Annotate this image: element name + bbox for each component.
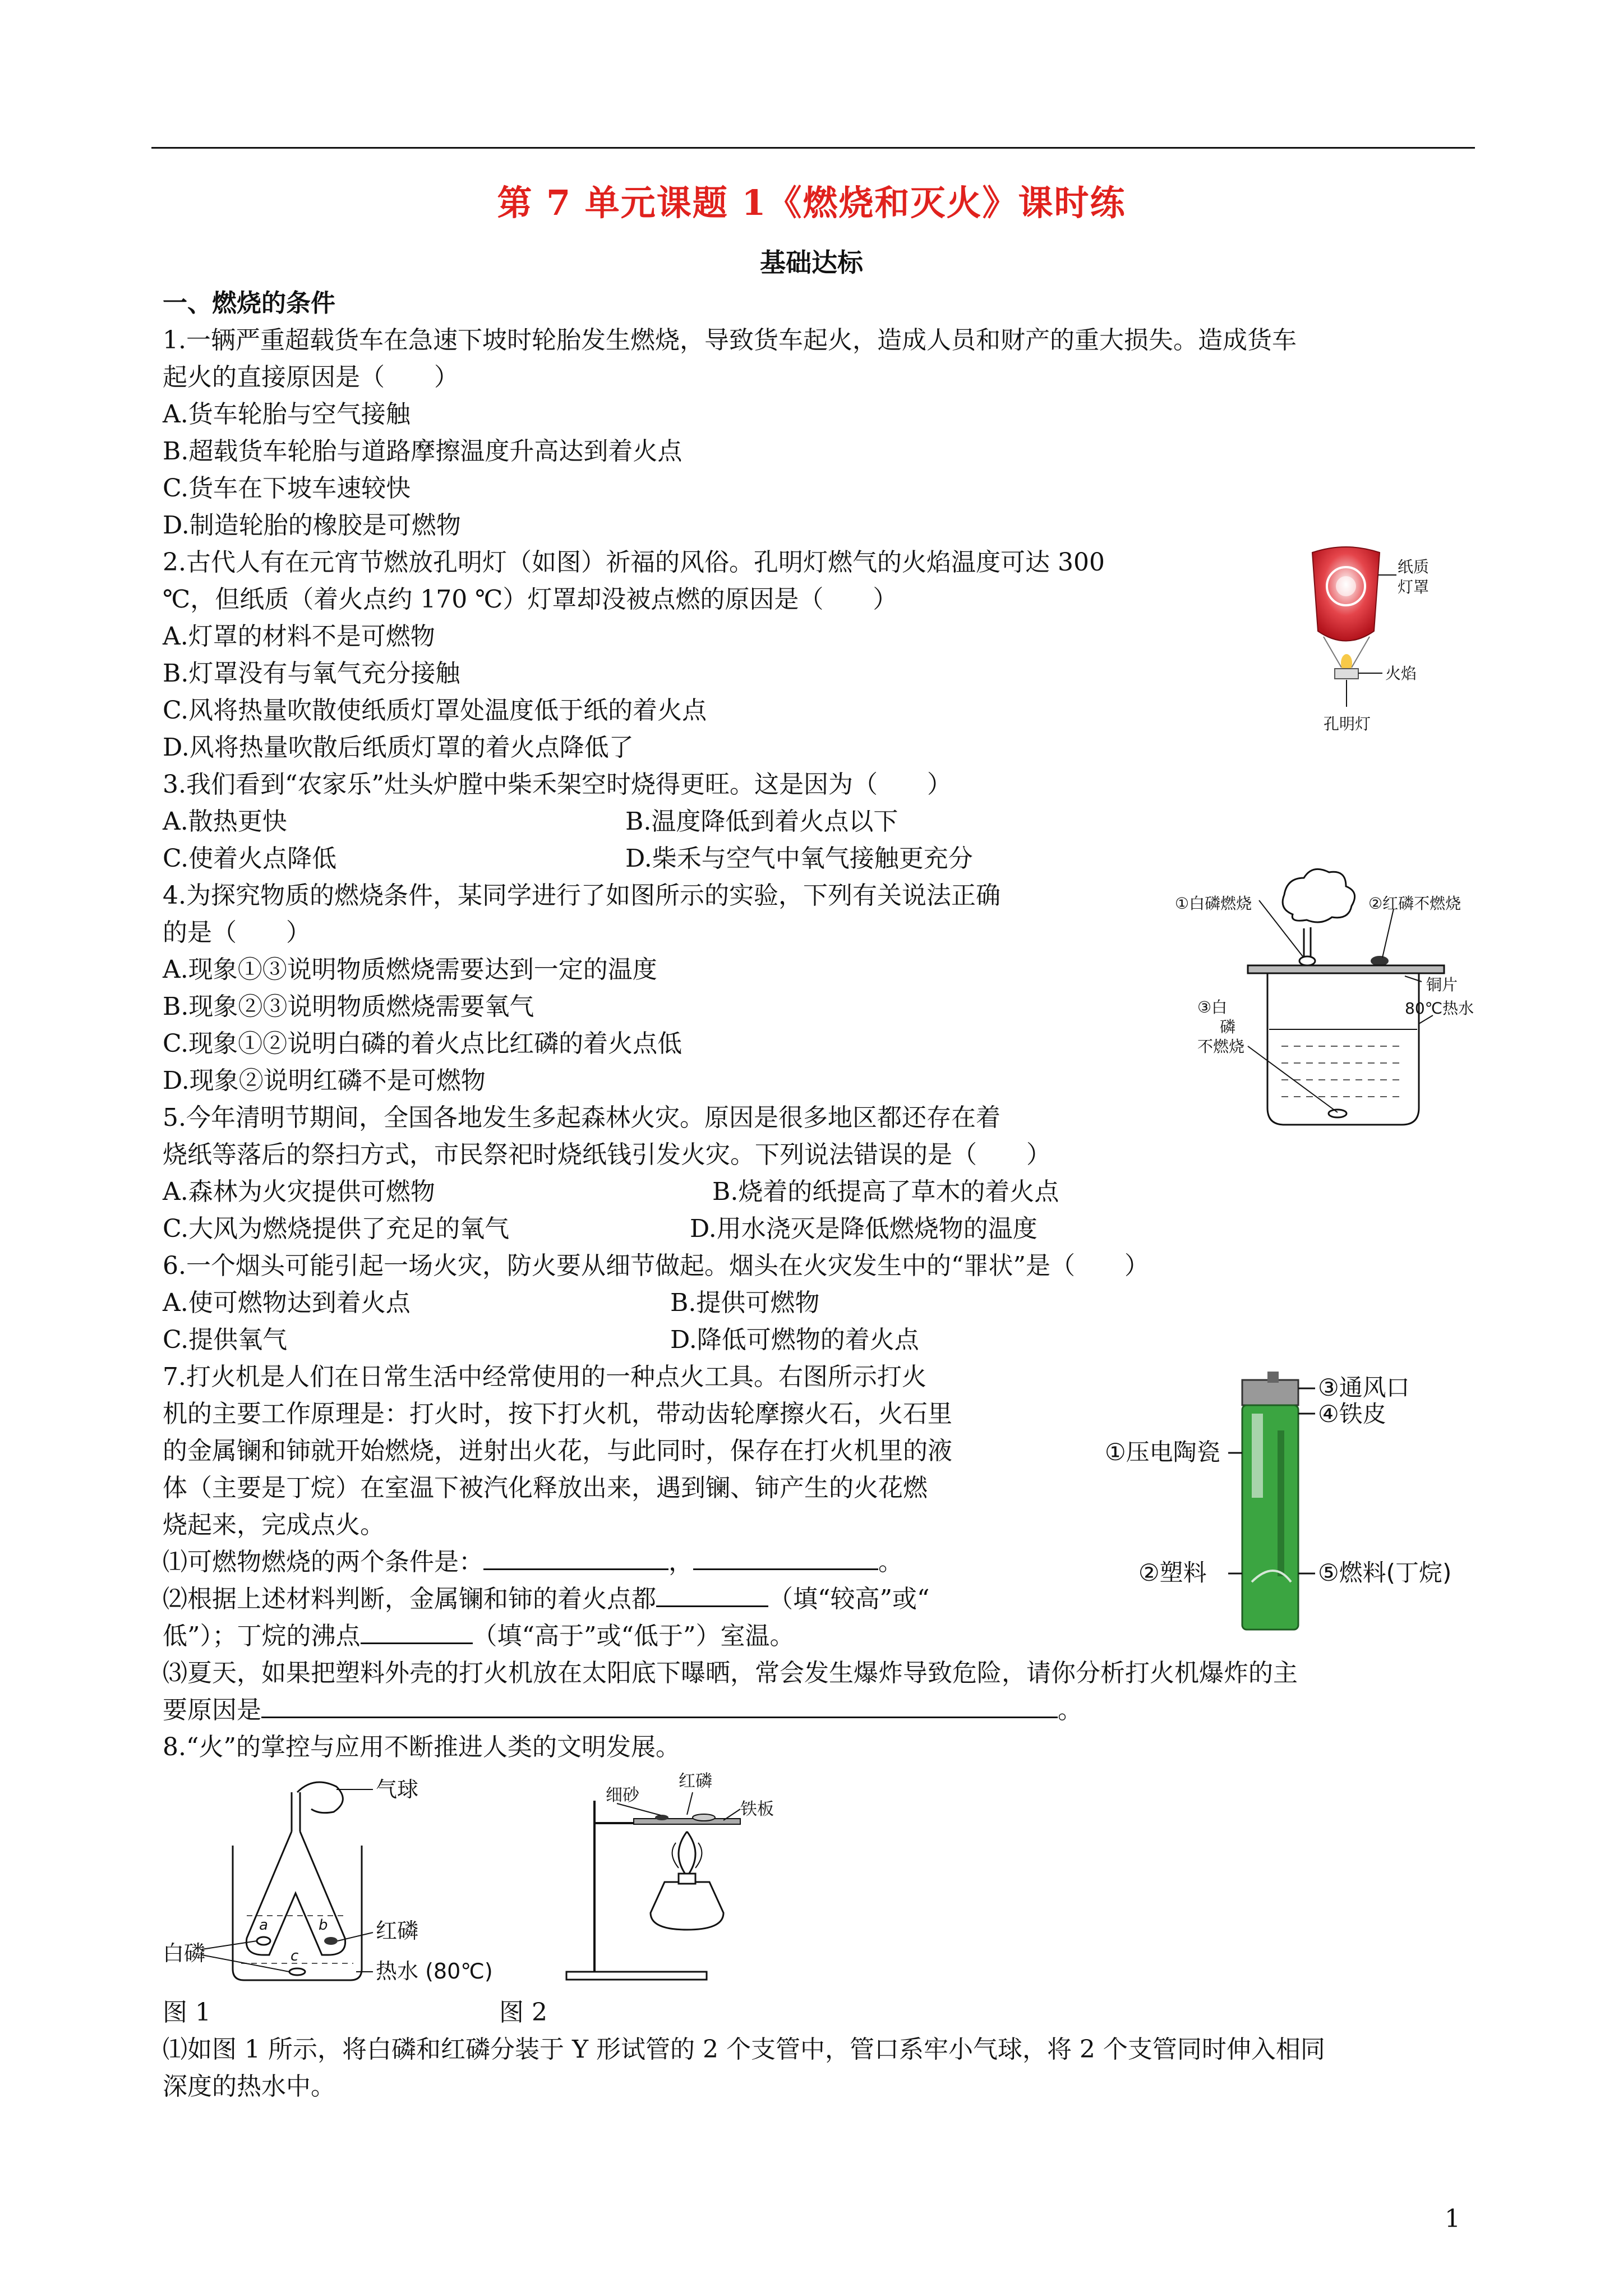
label-white-p: 白磷 [163, 1941, 206, 1966]
sky-lantern-figure [1301, 539, 1481, 752]
iron-plate-figure [555, 1761, 791, 1991]
q7-part2-text2: 低”）；丁烷的沸点 [163, 1622, 361, 1650]
label-a: a [259, 1917, 268, 1934]
q2-option-b: B.灯罩没有与氧气充分接触 [163, 659, 460, 688]
page-subtitle: 基础达标 [760, 247, 863, 278]
q7-line5: 烧起来，完成点火。 [163, 1511, 385, 1539]
balloon [297, 1782, 343, 1813]
label-white-under-1: ③白 [1197, 998, 1228, 1016]
q5-option-d: D.用水浇灭是降低燃烧物的温度 [690, 1214, 1038, 1243]
q3-option-c: C.使着火点降低 [163, 844, 337, 873]
q7-part3-text: 要原因是 [163, 1696, 261, 1724]
q7-part2-hint: （填“较高”或“ [768, 1585, 930, 1613]
q7-part2-hint2: （填“高于”或“低于”）室温。 [472, 1622, 795, 1650]
q8-part1-line2: 深度的热水中。 [163, 2072, 335, 2101]
y-tube-figure [163, 1770, 493, 1994]
q7-part1-comma: ， [668, 1548, 693, 1576]
q4-option-b: B.现象②③说明物质燃烧需要氧气 [163, 992, 534, 1021]
label-fuel: ⑤燃料(丁烷) [1318, 1559, 1452, 1586]
q2-option-a: A.灯罩的材料不是可燃物 [163, 622, 435, 651]
label-hot-water-80: 热水 (80℃) [376, 1959, 493, 1984]
q1-option-a: A.货车轮胎与空气接触 [163, 400, 411, 429]
label-iron: ④铁皮 [1318, 1400, 1386, 1428]
lighter-cap [1242, 1380, 1298, 1405]
q6-option-c: C.提供氧气 [163, 1326, 288, 1354]
q3-option-b: B.温度降低到着火点以下 [625, 807, 898, 836]
q7-part2-text: ⑵根据上述材料判断，金属镧和铈的着火点都 [163, 1585, 656, 1613]
q1-stem-line1: 1.一辆严重超载货车在急速下坡时轮胎发生燃烧，导致货车起火，造成人员和财产的重大损失。造成货车 [163, 326, 1297, 355]
q1-option-c: C.货车在下坡车速较快 [163, 474, 411, 503]
label-paper-2: 灯罩 [1398, 578, 1430, 596]
q5-option-a: A.森林为火灾提供可燃物 [163, 1177, 435, 1206]
label-red-p: 红磷 [376, 1918, 419, 1943]
lighter-body [1242, 1405, 1298, 1630]
q7-line3: 的金属镧和铈就开始燃烧，迸射出火花，与此同时，保存在打火机里的液 [163, 1437, 952, 1465]
q7-part1 [163, 1544, 903, 1581]
stand-base [566, 1972, 707, 1980]
q7-line1: 7.打火机是人们在日常生活中经常使用的一种点火工具。右图所示打火 [163, 1363, 926, 1391]
label-white-under-3: 不燃烧 [1197, 1037, 1245, 1056]
label-flame: 火焰 [1385, 664, 1417, 683]
page-title: 第 7 单元课题 1《燃烧和灭火》课时练 [497, 182, 1126, 223]
flame [679, 1832, 695, 1876]
label-red-p-2: 红磷 [679, 1772, 712, 1791]
label-copper: 铜片 [1426, 976, 1458, 994]
q7-blank-2[interactable] [693, 1544, 878, 1570]
q5-stem-line1: 5.今年清明节期间，全国各地发生多起森林火灾。原因是很多地区都还存在着 [163, 1103, 1000, 1132]
q7-line2: 机的主要工作原理是：打火时，按下打火机，带动齿轮摩擦火石，火石里 [163, 1400, 952, 1428]
q7-blank-3[interactable] [656, 1581, 768, 1607]
q6-option-a: A.使可燃物达到着火点 [163, 1289, 411, 1317]
label-red-not-burning: ②红磷不燃烧 [1368, 894, 1461, 913]
label-paper-1: 纸质 [1398, 558, 1430, 576]
q7-blank-1[interactable] [483, 1544, 668, 1570]
q3-stem: 3.我们看到“农家乐”灶头炉膛中柴禾架空时烧得更旺。这是因为（ ） [163, 770, 952, 799]
q7-part3-line1: ⑶夏天，如果把塑料外壳的打火机放在太阳底下曝晒，常会发生爆炸导致危险，请你分析打火机爆炸的主 [163, 1659, 1298, 1687]
q2-option-d: D.风将热量吹散后纸质灯罩的着火点降低了 [163, 733, 634, 762]
label-balloon: 气球 [376, 1777, 419, 1802]
page-number: 1 [1445, 2205, 1460, 2233]
q7-part1-end: 。 [878, 1548, 903, 1576]
label-white-burning: ①白磷燃烧 [1175, 894, 1252, 913]
label-lamp: 孔明灯 [1324, 715, 1371, 733]
q4-stem-line1: 4.为探究物质的燃烧条件，某同学进行了如图所示的实验，下列有关说法正确 [163, 881, 1000, 910]
q1-stem-line2: 起火的直接原因是（ ） [163, 363, 459, 392]
q6-option-d: D.降低可燃物的着火点 [670, 1326, 919, 1354]
q1-option-b: B.超载货车轮胎与道路摩擦温度升高达到着火点 [163, 437, 683, 466]
q5-option-c: C.大风为燃烧提供了充足的氧气 [163, 1214, 510, 1243]
q7-part2-line1 [163, 1581, 929, 1618]
alcohol-lamp [651, 1882, 723, 1930]
label-c: c [291, 1948, 299, 1964]
white-phosphorus-underwater [1329, 1110, 1347, 1117]
q7-part3-end: 。 [1058, 1696, 1082, 1724]
label-plastic: ②塑料 [1138, 1559, 1207, 1586]
q3-option-a: A.散热更快 [163, 807, 287, 836]
label-white-under-2: 磷 [1220, 1018, 1236, 1036]
q6-stem: 6.一个烟头可能引起一场火灾，防火要从细节做起。烟头在火灾发生中的“罪状”是（ ） [163, 1251, 1149, 1280]
label-iron-plate: 铁板 [740, 1800, 774, 1819]
figure-1-caption: 图 1 [163, 1998, 211, 2027]
red-phosphorus [1371, 956, 1389, 966]
q7-part3-line2 [163, 1692, 1082, 1729]
section-heading: 一、燃烧的条件 [163, 289, 335, 318]
label-hot-water: 80℃热水 [1405, 999, 1474, 1018]
q5-stem-line2: 烧纸等落后的祭扫方式，市民祭祀时烧纸钱引发火灾。下列说法错误的是（ ） [163, 1140, 1051, 1169]
q4-option-c: C.现象①②说明白磷的着火点比红磷的着火点低 [163, 1029, 683, 1058]
q1-option-d: D.制造轮胎的橡胶是可燃物 [163, 511, 461, 540]
lighter-figure [1099, 1369, 1492, 1644]
label-b: b [319, 1917, 328, 1934]
figure-2-caption: 图 2 [499, 1998, 547, 2027]
q2-option-c: C.风将热量吹散使纸质灯罩处温度低于纸的着火点 [163, 696, 707, 725]
q4-stem-line2: 的是（ ） [163, 918, 311, 947]
q7-line4: 体（主要是丁烷）在室温下被汽化释放出来，遇到镧、铈产生的火花燃 [163, 1474, 928, 1502]
q3-option-d: D.柴禾与空气中氧气接触更充分 [625, 844, 973, 873]
q7-part2-line2 [163, 1618, 794, 1655]
q4-option-d: D.现象②说明红磷不是可燃物 [163, 1066, 486, 1095]
q7-part1-text: ⑴可燃物燃烧的两个条件是： [163, 1548, 483, 1576]
q8-part1-line1: ⑴如图 1 所示，将白磷和红磷分装于 Y 形试管的 2 个支管中，管口系牢小气球，将 2 个支管同时伸入相同 [163, 2035, 1325, 2064]
copper-plate [1248, 965, 1444, 973]
header-rule [151, 147, 1475, 149]
q2-stem-line1: 2.古代人有在元宵节燃放孔明灯（如图）祈福的风俗。孔明灯燃气的火焰温度可达 300 [163, 548, 1105, 577]
beaker [1267, 973, 1419, 1125]
combustion-experiment-figure [1169, 861, 1483, 1136]
q8-stem: 8.“火”的掌控与应用不断推进人类的文明发展。 [163, 1733, 680, 1761]
label-vent: ③通风口 [1318, 1374, 1410, 1401]
label-piezo: ①压电陶瓷 [1105, 1438, 1220, 1466]
label-sand: 细砂 [606, 1786, 639, 1805]
lamp-base [1335, 669, 1358, 679]
q6-option-b: B.提供可燃物 [670, 1289, 820, 1317]
q2-stem-line2: ℃，但纸质（着火点约 170 ℃）灯罩却没被点燃的原因是（ ） [163, 585, 898, 614]
q5-option-b: B.烧着的纸提高了草木的着火点 [712, 1177, 1059, 1206]
smoke-cloud [1283, 869, 1354, 922]
q4-option-a: A.现象①③说明物质燃烧需要达到一定的温度 [163, 955, 657, 984]
q7-blank-4[interactable] [361, 1618, 473, 1644]
q7-blank-5[interactable] [261, 1692, 1058, 1718]
